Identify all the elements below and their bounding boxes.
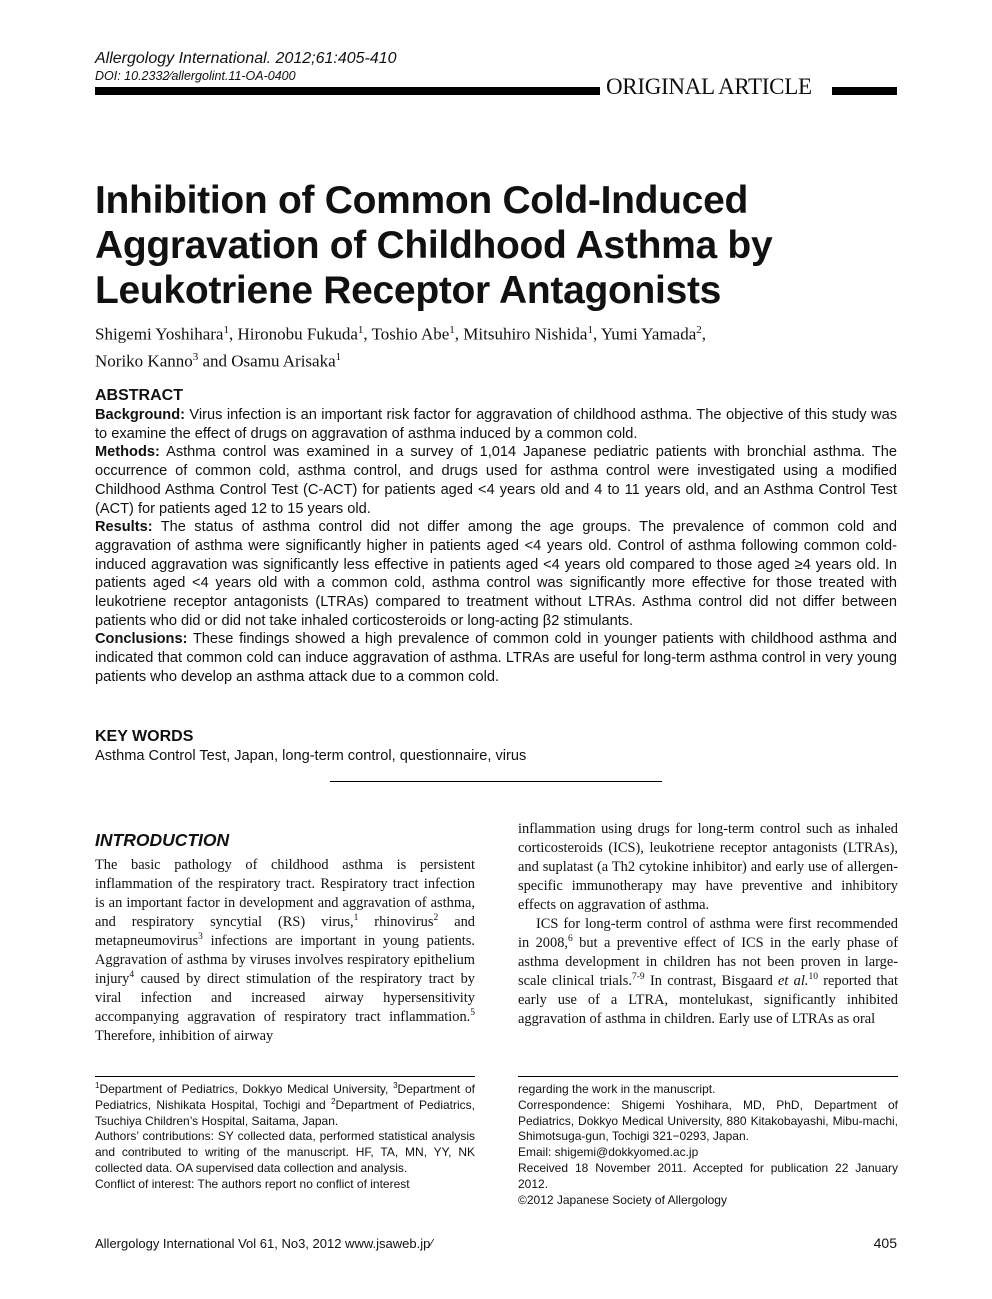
abstract-results — [95, 518, 897, 630]
author-name: Shigemi Yoshihara — [95, 324, 224, 344]
author-contributions: Authors’ contributions: SY collected data, performed statistical analysis and contributed to writing of the manuscript. HF, TA, MN, YY, NK collected data. OA supervised data collection and analysis. — [95, 1129, 475, 1175]
text-run: and metapneumovirus — [95, 914, 475, 949]
affiliation-mark: 2 — [696, 324, 702, 336]
abstract-heading: ABSTRACT — [95, 387, 183, 404]
header-rule-left — [95, 87, 600, 95]
results-label: Results: — [95, 519, 153, 536]
title-line: Aggravation of Childhood Asthma by — [95, 224, 773, 267]
text-run: rhinovirus — [358, 914, 434, 930]
footnote-rule-right — [518, 1076, 898, 1077]
results-text: The status of asthma control did not differ among the age groups. The prevalence of common cold and aggravation of asthma were significantly higher in patients aged <4 years old. Control of asthma following common cold-induced aggravation was significantly less effective in patients aged <4 years old compared to those aged ≥4 years old. In patients aged <4 years old with a common cold, asthma control was significantly more effective for those treated with leukotriene receptor antagonists (LTRAs) compared to treatment without LTRAs. Asthma control did not differ between patients who did or did not take inhaled corticosteroids or long-acting β2 stimulants. — [95, 519, 897, 629]
affiliation-mark: 1 — [587, 324, 593, 336]
affiliation-mark: 1 — [335, 350, 342, 363]
authors-and: and — [202, 351, 228, 371]
abstract-section — [95, 386, 897, 687]
author-name: Osamu Arisaka — [231, 351, 336, 371]
title-line: Leukotriene Receptor Antagonists — [95, 269, 722, 312]
copyright: ©2012 Japanese Society of Allergology — [518, 1192, 727, 1207]
affiliation-mark: 1 — [357, 324, 364, 336]
abstract-background — [95, 406, 897, 443]
ref-citation[interactable]: 6 — [568, 934, 573, 945]
affiliation-text: Department of Pediatrics, Dokkyo Medical University, — [99, 1082, 394, 1096]
ref-citation[interactable]: 5 — [470, 1008, 475, 1019]
introduction-heading: INTRODUCTION — [95, 830, 230, 850]
text-run: ICS for long-term control of asthma were first recommended in 2008, — [518, 916, 898, 951]
keywords-section — [95, 727, 897, 766]
section-divider — [330, 781, 662, 782]
text-run: but a preventive effect of ICS in the early phase of asthma development in children has not been proven in large-scale clinical trials. — [518, 935, 898, 989]
footnote-rule-left — [95, 1076, 475, 1077]
ref-citation[interactable]: 1 — [353, 913, 359, 924]
keywords-heading: KEY WORDS — [95, 728, 194, 745]
ref-citation[interactable]: 3 — [198, 932, 203, 943]
abstract-methods — [95, 443, 897, 518]
received-dates: Received 18 November 2011. Accepted for publication 22 January 2012. — [518, 1160, 898, 1191]
intro-paragraph-2 — [518, 915, 898, 1029]
intro-paragraph-1 — [95, 856, 475, 1046]
ref-citation[interactable]: 10 — [808, 972, 818, 983]
ref-citation[interactable]: 2 — [433, 913, 439, 924]
title-line: Inhibition of Common Cold-Induced — [95, 179, 748, 222]
journal-citation: Allergology International. 2012;61:405-410 — [95, 50, 397, 67]
text-run: caused by direct stimulation of the respiratory tract by viral infection and increased airway hypersensitivity accompanying aggravation of respiratory tract inflammation. — [95, 971, 475, 1025]
affiliation-mark: 3 — [393, 1081, 398, 1090]
text-run: Therefore, inhibition of airway — [95, 1028, 274, 1044]
methods-text: Asthma control was examined in a survey of 1,014 Japanese pediatric patients with bronchial asthma. The occurrence of common cold, asthma control, and drugs used for asthma control were investigated using a modified Childhood Asthma Control Test (C-ACT) for patients aged <4 years old and 4 to 11 years old, and an Asthma Control Test (ACT) for patients aged 12 to 15 years old. — [95, 444, 897, 517]
conclusions-text: These findings showed a high prevalence of common cold in younger patients with childhood asthma and indicated that common cold can induce aggravation of asthma. LTRAs are useful for long-term asthma control in very young patients who develop an asthma attack due to a common cold. — [95, 631, 897, 685]
intro-paragraph-1-continued: inflammation using drugs for long-term control such as inhaled corticosteroids (ICS), leukotriene receptor antagonists (LTRAs), and suplatast (a Th2 cytokine inhibitor) and early use of allergen-specific immunotherapy may have preventive and inhibitory effects on aggravation of asthma. — [518, 821, 898, 913]
affiliation-text: Department of Pediatrics, Tsuchiya Children’s Hospital, Saitama, Japan. — [95, 1097, 475, 1128]
correspondence: Correspondence: Shigemi Yoshihara, MD, PhD, Department of Pediatrics, Dokkyo Medical University, 880 Kitakobayashi, Mibu-machi, Shimotsuga-gun, Tochigi 321−0293, Japan. — [518, 1097, 898, 1144]
abstract-conclusions — [95, 630, 897, 686]
header-rule-right — [832, 87, 897, 95]
body-column-left — [95, 827, 475, 1046]
affiliation-mark: 1 — [223, 324, 229, 336]
affiliation-mark: 1 — [95, 1081, 100, 1090]
text-run: In contrast, Bisgaard — [644, 973, 779, 989]
methods-label: Methods: — [95, 444, 160, 461]
text-run: reported that early use of a LTRA, montelukast, significantly inhibited aggravation of asthma in children. Early use of LTRAs as oral — [518, 973, 899, 1027]
background-label: Background: — [95, 407, 185, 423]
page-number: 405 — [873, 1235, 897, 1251]
et-al: et al. — [778, 973, 809, 989]
author-name: Noriko Kanno — [95, 351, 193, 371]
body-column-right — [518, 820, 898, 1029]
author-name: Yumi Yamada — [600, 324, 697, 344]
text-run: The basic pathology of childhood asthma is persistent inflammation of the respiratory tract. Respiratory tract infection is an important factor in development and aggravation of asthma, and respiratory syncytial (RS) virus, — [95, 857, 475, 930]
text-run: infections are important in young patients. Aggravation of asthma by viruses involves respiratory epithelium injury — [95, 933, 475, 987]
affiliation-mark: 1 — [449, 324, 455, 336]
affiliations — [95, 1082, 475, 1129]
affiliation-mark: 3 — [192, 350, 199, 363]
author-name: Toshio Abe — [371, 324, 450, 344]
footnotes-right — [518, 1082, 898, 1208]
background-text: Virus infection is an important risk factor for aggravation of childhood asthma. The objective of this study was to examine the effect of drugs on aggravation of asthma induced by a common cold. — [95, 407, 897, 442]
email[interactable]: Email: shigemi@dokkyomed.ac.jp — [518, 1145, 699, 1160]
conclusions-label: Conclusions: — [95, 631, 188, 648]
author-name: Hironobu Fukuda — [237, 324, 358, 344]
ref-citation[interactable]: 7-9 — [632, 972, 645, 983]
footnotes-left — [95, 1082, 475, 1193]
affiliation-text: Department of Pediatrics, Nishikata Hospital, Tochigi and — [95, 1082, 475, 1112]
article-type-label: ORIGINAL ARTICLE — [606, 74, 812, 99]
ref-citation[interactable]: 4 — [129, 970, 135, 981]
author-list: Shigemi Yoshihara$^1$, Hironobu Fukuda$^1$, Toshio Abe$^1$, Mitsuhiro Nishida$^1$, Yumi Yamada$^2$, Noriko Kanno$^3$ and Osamu Arisaka$^1$ — [95, 324, 706, 371]
conflict-of-interest: Conflict of interest: The authors report no conflict of interest — [95, 1176, 410, 1191]
keywords-text: Asthma Control Test, Japan, long-term control, questionnaire, virus — [95, 748, 527, 764]
author-name: Mitsuhiro Nishida — [463, 324, 588, 344]
affiliation-mark: 2 — [331, 1096, 336, 1106]
article-title — [95, 178, 895, 313]
doi[interactable]: DOI: 10.2332⁄allergolint.11-OA-0400 — [95, 69, 296, 83]
footer-citation: Allergology International Vol 61, No3, 2012 www.jsaweb.jp⁄ — [95, 1236, 433, 1251]
conflict-of-interest-continued: regarding the work in the manuscript. — [518, 1082, 716, 1096]
